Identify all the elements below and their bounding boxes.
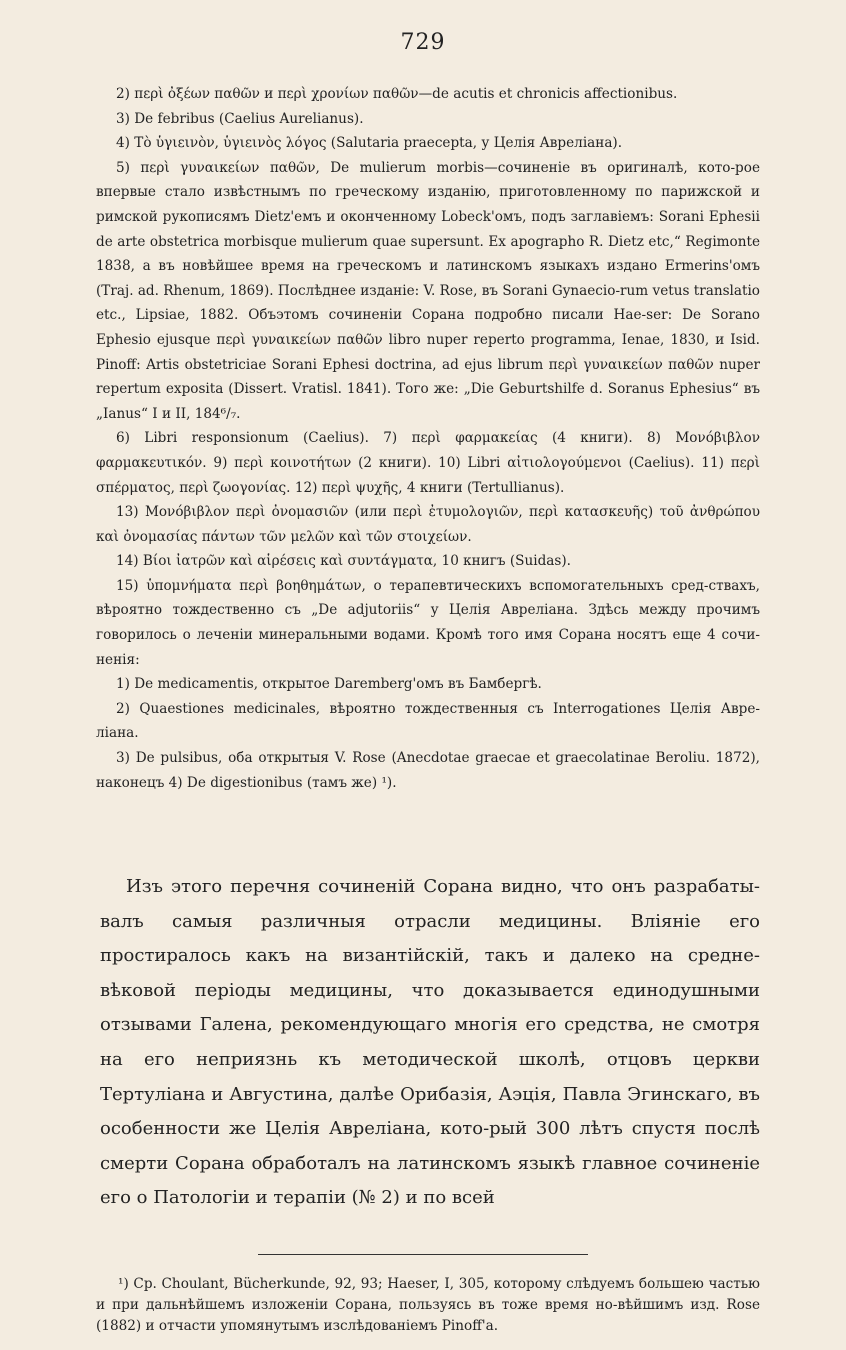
numbered-list [96, 82, 760, 795]
list-item: 4) Τὸ ὑγιεινὸν, ὑγιεινὸς λόγος (Salutaria praecepta, у Целія Авреліана). [116, 135, 623, 152]
list-item: 15) ὑπομνήματα περὶ βοηθημάτων, о терапевтическихъ вспомогательныхъ сред-ствахъ, вѣроятно тождественно съ „De adjutoriis“ у Целія Авреліана. Здѣсь между прочимъ говорилось о леченіи минеральными водами. Кромѣ того имя Сорана носятъ еще 4 сочи-ненія: [96, 577, 760, 668]
main-text [100, 870, 760, 1216]
list-item: 5) περὶ γυναικείων παθῶν, De mulierum morbis—сочиненіе въ оригиналѣ, кото-рое впервые стало извѣстнымъ по греческому изданію, приготовленному по парижской и римской рукописямъ Dietz'емъ и оконченному Lobeck'омъ, подъ заглавіемъ: Sorani Ephesii de arte obstetrica morbisque mulierum quae supersunt. Ex apographo R. Dietz etc,“ Regimonte 1838, а въ новѣйшее время на греческомъ и латинскомъ языкахъ издано Ermerins'омъ (Traj. ad. Rhenum, 1869). Послѣднее изданіе: V. Rose, въ Sorani Gynaecio-rum vetus translatio etc., Lipsiae, 1882. Объэтомъ сочиненіи Сорана подробно писали Нае-ser: De Sorano Ephesio ejusque περὶ γυναικείων παθῶν libro nuper reperto programma, Ienae, 1830, и Isid. Pinoff: Artis obstetriciae Sorani Ephesi doctrina, ad ejus librum περὶ γυναικείων παθῶν nuper repertum exposita (Dissert. Vratisl. 1841). Того же: „Die Geburtshilfe d. Soranus Ephesius“ въ „Ianus“ I и II, 184⁶/₇. [96, 159, 760, 422]
list-item: 6) Libri responsionum (Caelius). 7) περὶ φαρμακείας (4 книги). 8) Μονόβιβλον φαρμακευτικόν. 9) περὶ κοινοτήτων (2 книги). 10) Libri αἰτιολογούμενοι (Caelius). 11) περὶ σπέρματος, περὶ ζωογονίας. 12) περὶ ψυχῆς, 4 книги (Tertullianus). [96, 430, 760, 496]
body-paragraph: Изъ этого перечня сочиненій Сорана видно, что онъ разрабаты-валъ самыя различныя отрасли медицины. Вліяніе его простиралось какъ на византійскій, такъ и далеко на средне-вѣковой періоды медицины, что доказывается единодушными отзывами Галена, рекомендующаго многія его средства, не смотря на его неприязнь къ методической школѣ, отцовъ церкви Тертуліана и Августина, далѣе Орибазія, Аэція, Павла Эгинскаго, въ особенности же Целія Авреліана, кото-рый 300 лѣтъ спустя послѣ смерти Сорана обработалъ на латинскомъ языкѣ главное сочиненіе его о Патологіи и терапіи (№ 2) и по всей [100, 876, 760, 1209]
footnote-text: ¹) Ср. Choulant, Bücherkunde, 92, 93; Haeser, I, 305, которому слѣдуемъ большею частью и при дальнѣйшемъ изложеніи Сорана, пользуясь въ тоже время но-вѣйшимъ изд. Rose (1882) и отчасти упомянутымъ изслѣдованіемъ Pinoff'а. [96, 1276, 760, 1334]
sub-list-item: 3) De pulsibus, оба открытыя V. Rose (Anecdotae graecae et graecolatinae Beroliu. 1872), наконецъ 4) De digestionibus (тамъ же) ¹). [96, 750, 760, 791]
sub-list-item: 2) Quaestiones medicinales, вѣроятно тождественныя съ Interrogationes Целія Авре-ліана. [96, 700, 760, 742]
list-item: 3) De febribus (Caelius Aurelianus). [116, 110, 364, 127]
sub-list-item: 1) De medicamentis, открытое Daremberg'омъ въ Бамбергѣ. [116, 676, 542, 693]
list-item: 2) περὶ ὀξέων παθῶν и περὶ χρονίων παθῶν—de acutis et chronicis affectionibus. [116, 86, 678, 102]
list-item: 13) Μονόβιβλον περὶ ὀνομασιῶν (или περὶ ἐτυμολογιῶν, περὶ κατασκευῆς) τοῦ ἀνθρώπου καὶ ὀνομασίας πάντων τῶν μελῶν καὶ τῶν στοιχείων. [96, 504, 760, 545]
page-number: 729 [400, 30, 446, 55]
footnote-divider [258, 1254, 588, 1255]
list-item: 14) Βίοι ἰατρῶν καὶ αἱρέσεις καὶ συντάγματα, 10 книгъ (Suidas). [116, 553, 571, 570]
footnote [96, 1274, 760, 1337]
